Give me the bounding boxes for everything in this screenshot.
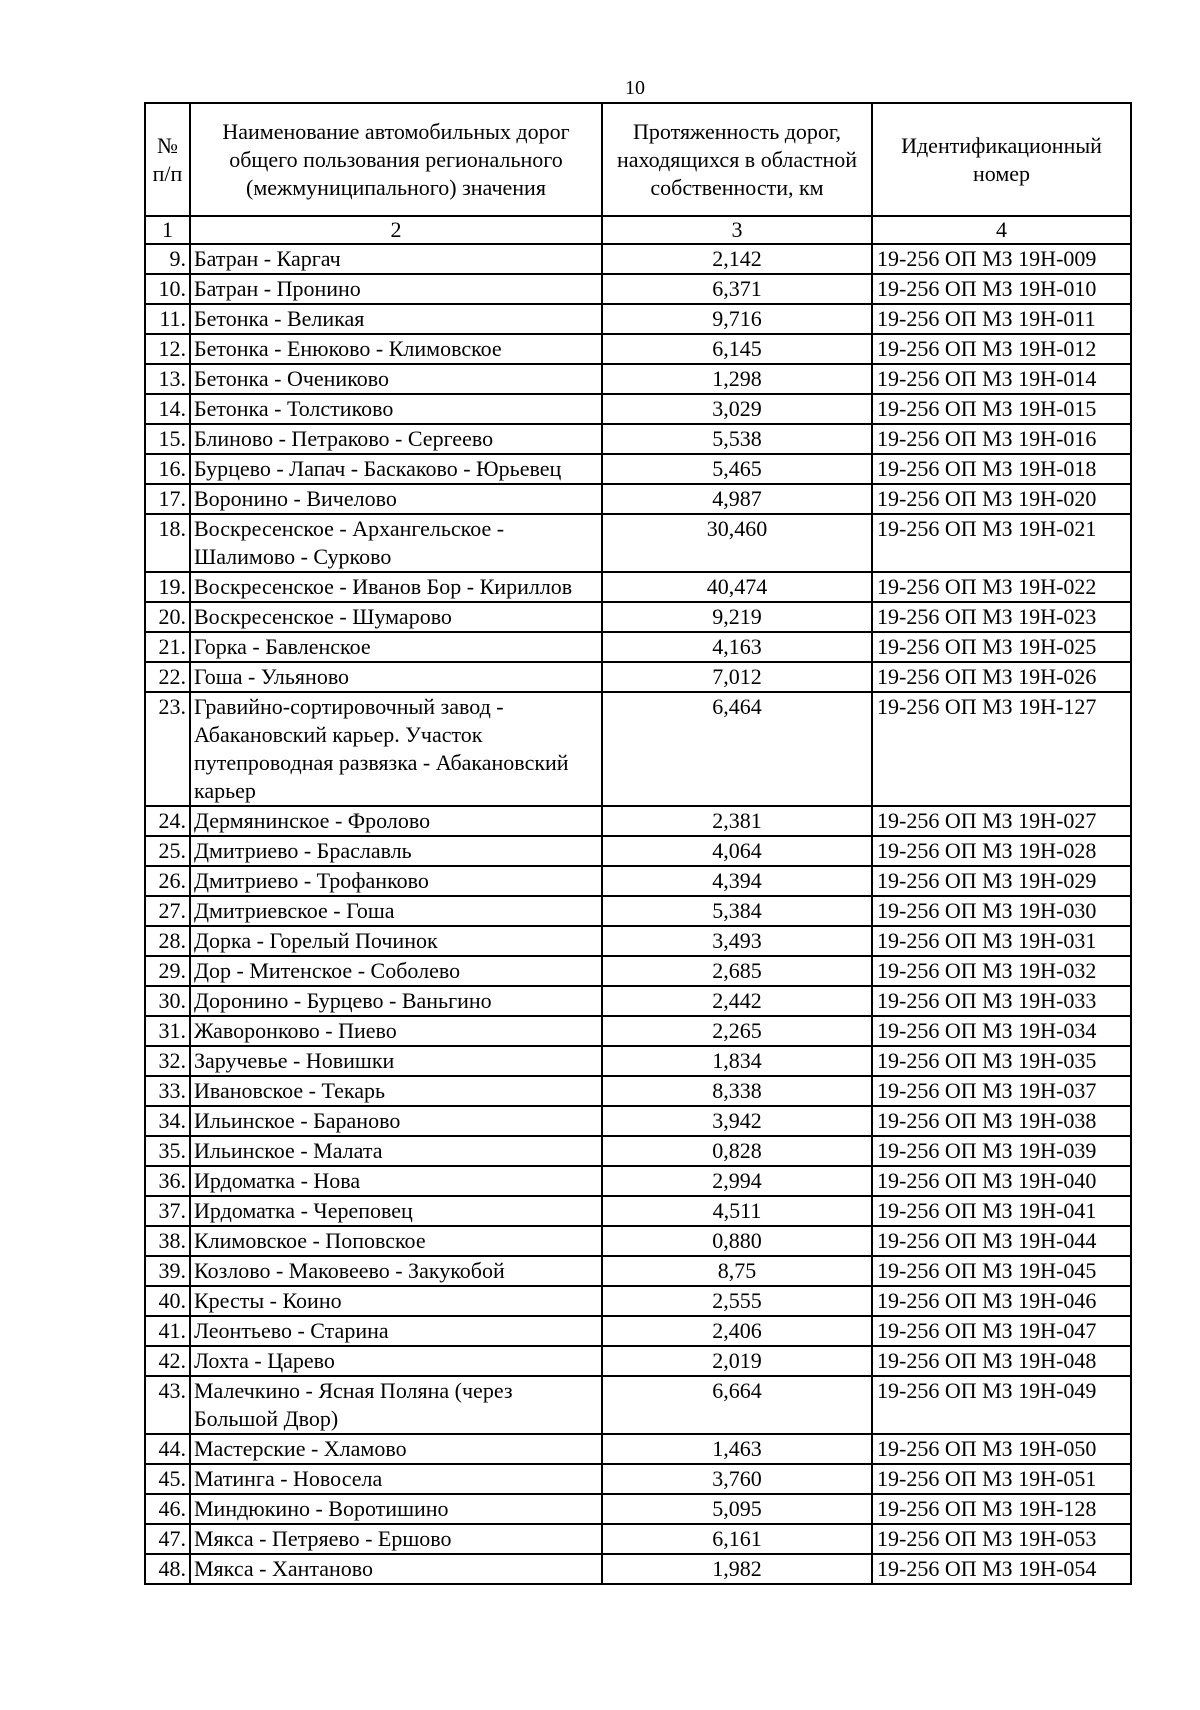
road-name: Ирдоматка - Череповец [190, 1196, 602, 1226]
table-row [145, 1016, 1131, 1046]
road-name: Бетонка - Очениково [190, 364, 602, 394]
road-name: Мякса - Хантаново [190, 1554, 602, 1584]
row-number: 39. [145, 1256, 190, 1286]
road-length: 9,219 [602, 602, 872, 632]
road-ident: 19-256 ОП МЗ 19Н-051 [872, 1464, 1131, 1494]
road-length: 2,142 [602, 244, 872, 274]
road-name: Бетонка - Енюково - Климовское [190, 334, 602, 364]
row-number: 46. [145, 1494, 190, 1524]
road-length: 1,834 [602, 1046, 872, 1076]
road-ident: 19-256 ОП МЗ 19Н-014 [872, 364, 1131, 394]
row-number: 10. [145, 274, 190, 304]
table-row [145, 866, 1131, 896]
table-row [145, 514, 1131, 572]
road-length: 8,75 [602, 1256, 872, 1286]
road-ident: 19-256 ОП МЗ 19Н-025 [872, 632, 1131, 662]
table-row [145, 1226, 1131, 1256]
road-ident: 19-256 ОП МЗ 19Н-039 [872, 1136, 1131, 1166]
table-row [145, 926, 1131, 956]
road-length: 3,942 [602, 1106, 872, 1136]
road-name: Бетонка - Толстиково [190, 394, 602, 424]
road-ident: 19-256 ОП МЗ 19Н-034 [872, 1016, 1131, 1046]
road-ident: 19-256 ОП МЗ 19Н-018 [872, 454, 1131, 484]
road-ident: 19-256 ОП МЗ 19Н-010 [872, 274, 1131, 304]
table-row [145, 1494, 1131, 1524]
table-row [145, 1316, 1131, 1346]
table-row [145, 1136, 1131, 1166]
row-number: 42. [145, 1346, 190, 1376]
road-name: Климовское - Поповское [190, 1226, 602, 1256]
table-row [145, 1434, 1131, 1464]
row-number: 24. [145, 806, 190, 836]
road-name: Матинга - Новосела [190, 1464, 602, 1494]
road-ident: 19-256 ОП МЗ 19Н-009 [872, 244, 1131, 274]
row-number: 11. [145, 304, 190, 334]
road-length: 2,265 [602, 1016, 872, 1046]
road-length: 4,511 [602, 1196, 872, 1226]
row-number: 29. [145, 956, 190, 986]
road-name: Жаворонково - Пиево [190, 1016, 602, 1046]
table-row [145, 692, 1131, 806]
road-name: Горка - Бавленское [190, 632, 602, 662]
road-length: 4,064 [602, 836, 872, 866]
road-ident: 19-256 ОП МЗ 19Н-038 [872, 1106, 1131, 1136]
column-number: 3 [602, 216, 872, 244]
road-ident: 19-256 ОП МЗ 19Н-037 [872, 1076, 1131, 1106]
row-number: 9. [145, 244, 190, 274]
road-name: Ильинское - Бараново [190, 1106, 602, 1136]
table-row [145, 632, 1131, 662]
row-number: 41. [145, 1316, 190, 1346]
row-number: 13. [145, 364, 190, 394]
table-row [145, 956, 1131, 986]
row-number: 20. [145, 602, 190, 632]
road-ident: 19-256 ОП МЗ 19Н-021 [872, 514, 1131, 572]
row-number: 18. [145, 514, 190, 572]
road-name: Дмитриево - Браславль [190, 836, 602, 866]
row-number: 32. [145, 1046, 190, 1076]
road-name: Мякса - Петряево - Ершово [190, 1524, 602, 1554]
table-row [145, 454, 1131, 484]
row-number: 28. [145, 926, 190, 956]
row-number: 38. [145, 1226, 190, 1256]
table-row [145, 1256, 1131, 1286]
road-name: Гравийно-сортировочный завод - Абакановский карьер. Участок путепроводная развязка - Абакановский карьер [190, 692, 602, 806]
table-row [145, 1046, 1131, 1076]
table-row [145, 1106, 1131, 1136]
road-name: Дмитриево - Трофанково [190, 866, 602, 896]
road-ident: 19-256 ОП МЗ 19Н-023 [872, 602, 1131, 632]
road-length: 6,371 [602, 274, 872, 304]
road-name: Воскресенское - Шумарово [190, 602, 602, 632]
road-length: 0,828 [602, 1136, 872, 1166]
road-length: 4,163 [602, 632, 872, 662]
road-ident: 19-256 ОП МЗ 19Н-022 [872, 572, 1131, 602]
table-row [145, 244, 1131, 274]
road-length: 2,685 [602, 956, 872, 986]
table-row [145, 304, 1131, 334]
road-ident: 19-256 ОП МЗ 19Н-041 [872, 1196, 1131, 1226]
road-ident: 19-256 ОП МЗ 19Н-127 [872, 692, 1131, 806]
table-row [145, 806, 1131, 836]
header-length: Протяженность дорог, находящихся в областной собственности, км [602, 103, 872, 216]
road-ident: 19-256 ОП МЗ 19Н-033 [872, 986, 1131, 1016]
table-row [145, 274, 1131, 304]
road-length: 40,474 [602, 572, 872, 602]
row-number: 12. [145, 334, 190, 364]
table-row [145, 394, 1131, 424]
row-number: 34. [145, 1106, 190, 1136]
row-number: 31. [145, 1016, 190, 1046]
column-number: 1 [145, 216, 190, 244]
road-ident: 19-256 ОП МЗ 19Н-028 [872, 836, 1131, 866]
roads-table [144, 102, 1132, 1585]
road-length: 9,716 [602, 304, 872, 334]
road-length: 5,384 [602, 896, 872, 926]
table-row [145, 1524, 1131, 1554]
table-row [145, 424, 1131, 454]
table-row [145, 572, 1131, 602]
row-number: 15. [145, 424, 190, 454]
road-name: Батран - Каргач [190, 244, 602, 274]
road-ident: 19-256 ОП МЗ 19Н-046 [872, 1286, 1131, 1316]
row-number: 40. [145, 1286, 190, 1316]
road-ident: 19-256 ОП МЗ 19Н-029 [872, 866, 1131, 896]
table-row [145, 602, 1131, 632]
road-length: 3,760 [602, 1464, 872, 1494]
table-body [145, 216, 1131, 1584]
road-name: Малечкино - Ясная Поляна (через Большой Двор) [190, 1376, 602, 1434]
table-header [145, 103, 1131, 216]
road-length: 6,464 [602, 692, 872, 806]
row-number: 48. [145, 1554, 190, 1584]
table-row [145, 986, 1131, 1016]
road-ident: 19-256 ОП МЗ 19Н-027 [872, 806, 1131, 836]
row-number: 45. [145, 1464, 190, 1494]
road-name: Леонтьево - Старина [190, 1316, 602, 1346]
table-row [145, 364, 1131, 394]
road-ident: 19-256 ОП МЗ 19Н-030 [872, 896, 1131, 926]
table-row [145, 1464, 1131, 1494]
road-length: 5,465 [602, 454, 872, 484]
road-ident: 19-256 ОП МЗ 19Н-047 [872, 1316, 1131, 1346]
road-length: 1,463 [602, 1434, 872, 1464]
road-name: Ирдоматка - Нова [190, 1166, 602, 1196]
road-name: Гоша - Ульяново [190, 662, 602, 692]
row-number: 44. [145, 1434, 190, 1464]
row-number: 14. [145, 394, 190, 424]
row-number: 17. [145, 484, 190, 514]
row-number: 19. [145, 572, 190, 602]
road-name: Козлово - Маковеево - Закукобой [190, 1256, 602, 1286]
road-length: 2,994 [602, 1166, 872, 1196]
road-length: 2,442 [602, 986, 872, 1016]
road-length: 3,029 [602, 394, 872, 424]
table-row [145, 1554, 1131, 1584]
table-row [145, 1376, 1131, 1434]
table-row [145, 1076, 1131, 1106]
table-row [145, 836, 1131, 866]
page-number: 10 [625, 77, 645, 99]
road-length: 4,987 [602, 484, 872, 514]
road-length: 0,880 [602, 1226, 872, 1256]
road-ident: 19-256 ОП МЗ 19Н-016 [872, 424, 1131, 454]
road-length: 5,538 [602, 424, 872, 454]
road-name: Дермянинское - Фролово [190, 806, 602, 836]
road-name: Миндюкино - Воротишино [190, 1494, 602, 1524]
road-ident: 19-256 ОП МЗ 19Н-015 [872, 394, 1131, 424]
road-ident: 19-256 ОП МЗ 19Н-032 [872, 956, 1131, 986]
road-ident: 19-256 ОП МЗ 19Н-053 [872, 1524, 1131, 1554]
road-name: Батран - Пронино [190, 274, 602, 304]
road-name: Дорка - Горелый Починок [190, 926, 602, 956]
road-ident: 19-256 ОП МЗ 19Н-011 [872, 304, 1131, 334]
table-row [145, 1196, 1131, 1226]
row-number: 35. [145, 1136, 190, 1166]
column-number: 2 [190, 216, 602, 244]
road-ident: 19-256 ОП МЗ 19Н-026 [872, 662, 1131, 692]
header-num: № п/п [145, 103, 190, 216]
road-length: 8,338 [602, 1076, 872, 1106]
road-length: 6,161 [602, 1524, 872, 1554]
row-number: 36. [145, 1166, 190, 1196]
road-length: 6,145 [602, 334, 872, 364]
road-ident: 19-256 ОП МЗ 19Н-128 [872, 1494, 1131, 1524]
road-name: Ивановское - Текарь [190, 1076, 602, 1106]
road-length: 7,012 [602, 662, 872, 692]
road-length: 4,394 [602, 866, 872, 896]
row-number: 21. [145, 632, 190, 662]
road-name: Доронино - Бурцево - Ваньгино [190, 986, 602, 1016]
road-name: Дор - Митенское - Соболево [190, 956, 602, 986]
row-number: 26. [145, 866, 190, 896]
road-ident: 19-256 ОП МЗ 19Н-048 [872, 1346, 1131, 1376]
row-number: 25. [145, 836, 190, 866]
road-ident: 19-256 ОП МЗ 19Н-035 [872, 1046, 1131, 1076]
road-name: Ильинское - Малата [190, 1136, 602, 1166]
road-ident: 19-256 ОП МЗ 19Н-020 [872, 484, 1131, 514]
road-name: Воронино - Вичелово [190, 484, 602, 514]
table-row [145, 662, 1131, 692]
table-row [145, 1166, 1131, 1196]
road-length: 2,381 [602, 806, 872, 836]
table-row [145, 334, 1131, 364]
table-row [145, 896, 1131, 926]
road-length: 2,555 [602, 1286, 872, 1316]
road-length: 3,493 [602, 926, 872, 956]
road-name: Воскресенское - Архангельское - Шалимово - Сурково [190, 514, 602, 572]
road-length: 6,664 [602, 1376, 872, 1434]
road-length: 1,982 [602, 1554, 872, 1584]
road-ident: 19-256 ОП МЗ 19Н-012 [872, 334, 1131, 364]
row-number: 22. [145, 662, 190, 692]
row-number: 47. [145, 1524, 190, 1554]
road-length: 5,095 [602, 1494, 872, 1524]
row-number: 37. [145, 1196, 190, 1226]
road-length: 30,460 [602, 514, 872, 572]
road-ident: 19-256 ОП МЗ 19Н-050 [872, 1434, 1131, 1464]
header-ident: Идентификационный номер [872, 103, 1131, 216]
road-name: Дмитриевское - Гоша [190, 896, 602, 926]
road-ident: 19-256 ОП МЗ 19Н-044 [872, 1226, 1131, 1256]
row-number: 23. [145, 692, 190, 806]
road-name: Кресты - Коино [190, 1286, 602, 1316]
header-road-name: Наименование автомобильных дорог общего пользования регионального (межмуниципального) значения [190, 103, 602, 216]
road-name: Бетонка - Великая [190, 304, 602, 334]
row-number: 30. [145, 986, 190, 1016]
row-number: 33. [145, 1076, 190, 1106]
row-number: 16. [145, 454, 190, 484]
road-length: 1,298 [602, 364, 872, 394]
column-number: 4 [872, 216, 1131, 244]
road-name: Лохта - Царево [190, 1346, 602, 1376]
road-ident: 19-256 ОП МЗ 19Н-045 [872, 1256, 1131, 1286]
road-length: 2,019 [602, 1346, 872, 1376]
road-ident: 19-256 ОП МЗ 19Н-054 [872, 1554, 1131, 1584]
table-row [145, 484, 1131, 514]
table-row [145, 1346, 1131, 1376]
column-number-row [145, 216, 1131, 244]
road-name: Бурцево - Лапач - Баскаково - Юрьевец [190, 454, 602, 484]
road-name: Заручевье - Новишки [190, 1046, 602, 1076]
table-row [145, 1286, 1131, 1316]
road-ident: 19-256 ОП МЗ 19Н-031 [872, 926, 1131, 956]
row-number: 43. [145, 1376, 190, 1434]
road-ident: 19-256 ОП МЗ 19Н-049 [872, 1376, 1131, 1434]
road-name: Блиново - Петраково - Сергеево [190, 424, 602, 454]
road-ident: 19-256 ОП МЗ 19Н-040 [872, 1166, 1131, 1196]
road-length: 2,406 [602, 1316, 872, 1346]
road-name: Воскресенское - Иванов Бор - Кириллов [190, 572, 602, 602]
road-name: Мастерские - Хламово [190, 1434, 602, 1464]
row-number: 27. [145, 896, 190, 926]
